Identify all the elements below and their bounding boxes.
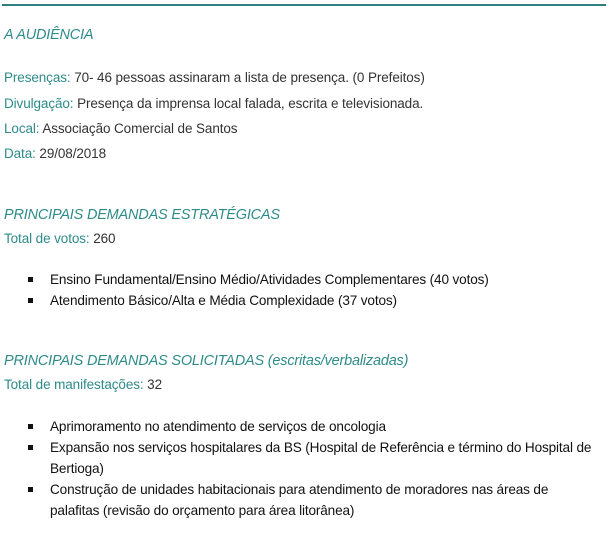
value-presencas: 70- 46 pessoas assinaram a lista de presença. (0 Prefeitos): [70, 70, 425, 85]
row-divulgacao: [4, 96, 423, 111]
row-total-votos: [4, 231, 115, 246]
list-item: [0, 290, 600, 311]
row-presencas: [4, 70, 425, 85]
list-estrategicas: [0, 269, 600, 311]
list-solicitadas: [0, 416, 600, 521]
label-total-votos: Total de votos:: [4, 231, 90, 246]
value-total-manifestacoes: 32: [143, 377, 162, 392]
bullet-icon: [28, 298, 33, 303]
label-divulgacao: Divulgação:: [4, 96, 74, 111]
row-total-manifestacoes: [4, 377, 162, 392]
section-title-solicitadas: PRINCIPAIS DEMANDAS SOLICITADAS (escritas/verbalizadas): [4, 353, 409, 369]
bullet-icon: [28, 424, 33, 429]
bullet-icon: [28, 277, 33, 282]
bullet-icon: [28, 445, 33, 450]
label-local: Local:: [4, 121, 40, 136]
row-data: [4, 146, 106, 161]
label-presencas: Presenças:: [4, 70, 71, 85]
value-divulgacao: Presença da imprensa local falada, escrita e televisionada.: [73, 96, 424, 111]
list-item: [0, 437, 600, 479]
list-item-text: Ensino Fundamental/Ensino Médio/Atividades Complementares (40 votos): [50, 272, 489, 287]
list-item-text: Expansão nos serviços hospitalares da BS (Hospital de Referência e término do Hospital de Bertioga): [50, 440, 592, 476]
list-item: [0, 479, 600, 521]
label-data: Data:: [4, 146, 36, 161]
bullet-icon: [28, 487, 33, 492]
top-divider: [2, 4, 606, 6]
value-local: Associação Comercial de Santos: [39, 121, 238, 136]
value-data: 29/08/2018: [35, 146, 106, 161]
section-title-audiencia: A AUDIÊNCIA: [4, 27, 94, 43]
list-item-text: Atendimento Básico/Alta e Média Complexidade (37 votos): [50, 293, 397, 308]
label-total-manifestacoes: Total de manifestações:: [4, 377, 144, 392]
list-item: [0, 416, 600, 437]
list-item: [0, 269, 600, 290]
row-local: [4, 121, 237, 136]
list-item-text: Aprimoramento no atendimento de serviços de oncologia: [50, 419, 386, 434]
value-total-votos: 260: [89, 231, 116, 246]
list-item-text: Construção de unidades habitacionais para atendimento de moradores nas áreas de palafitas (revisão do orçamento para área litorânea): [50, 482, 549, 518]
section-title-estrategicas: PRINCIPAIS DEMANDAS ESTRATÉGICAS: [4, 207, 280, 223]
